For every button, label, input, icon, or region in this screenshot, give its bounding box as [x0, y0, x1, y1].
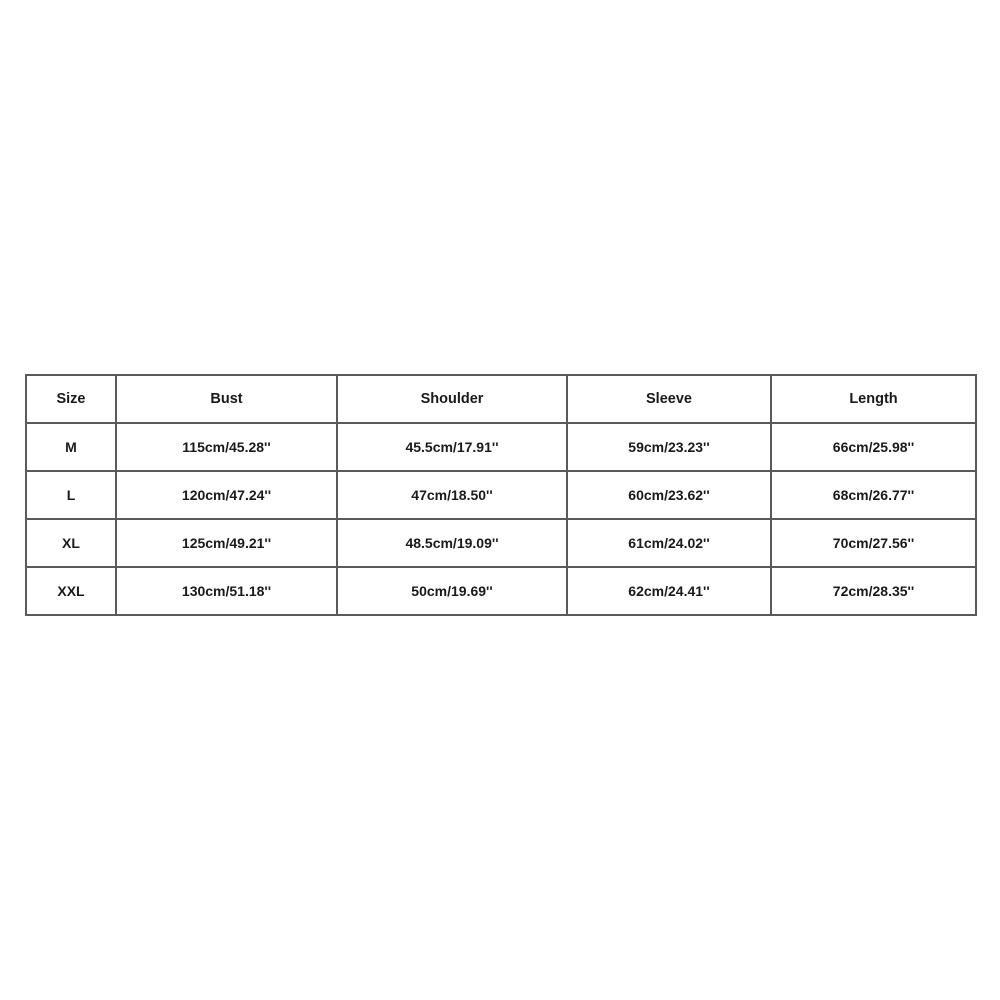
header-shoulder: Shoulder: [337, 375, 567, 423]
sleeve-cell: 59cm/23.23'': [567, 423, 771, 471]
length-cell: 70cm/27.56'': [771, 519, 976, 567]
table-row: [26, 519, 976, 567]
sleeve-cell: 60cm/23.62'': [567, 471, 771, 519]
header-length: Length: [771, 375, 976, 423]
header-bust: Bust: [116, 375, 337, 423]
sleeve-cell: 61cm/24.02'': [567, 519, 771, 567]
shoulder-cell: 50cm/19.69'': [337, 567, 567, 615]
length-cell: 66cm/25.98'': [771, 423, 976, 471]
size-chart-table: [25, 374, 977, 616]
header-row: [26, 375, 976, 423]
bust-cell: 115cm/45.28'': [116, 423, 337, 471]
header-size: Size: [26, 375, 116, 423]
table-row: [26, 423, 976, 471]
sleeve-cell: 62cm/24.41'': [567, 567, 771, 615]
size-cell: M: [26, 423, 116, 471]
table-row: [26, 471, 976, 519]
header-sleeve: Sleeve: [567, 375, 771, 423]
size-cell: XL: [26, 519, 116, 567]
length-cell: 72cm/28.35'': [771, 567, 976, 615]
length-cell: 68cm/26.77'': [771, 471, 976, 519]
bust-cell: 125cm/49.21'': [116, 519, 337, 567]
bust-cell: 130cm/51.18'': [116, 567, 337, 615]
shoulder-cell: 45.5cm/17.91'': [337, 423, 567, 471]
bust-cell: 120cm/47.24'': [116, 471, 337, 519]
size-cell: XXL: [26, 567, 116, 615]
size-cell: L: [26, 471, 116, 519]
shoulder-cell: 48.5cm/19.09'': [337, 519, 567, 567]
table-row: [26, 567, 976, 615]
shoulder-cell: 47cm/18.50'': [337, 471, 567, 519]
